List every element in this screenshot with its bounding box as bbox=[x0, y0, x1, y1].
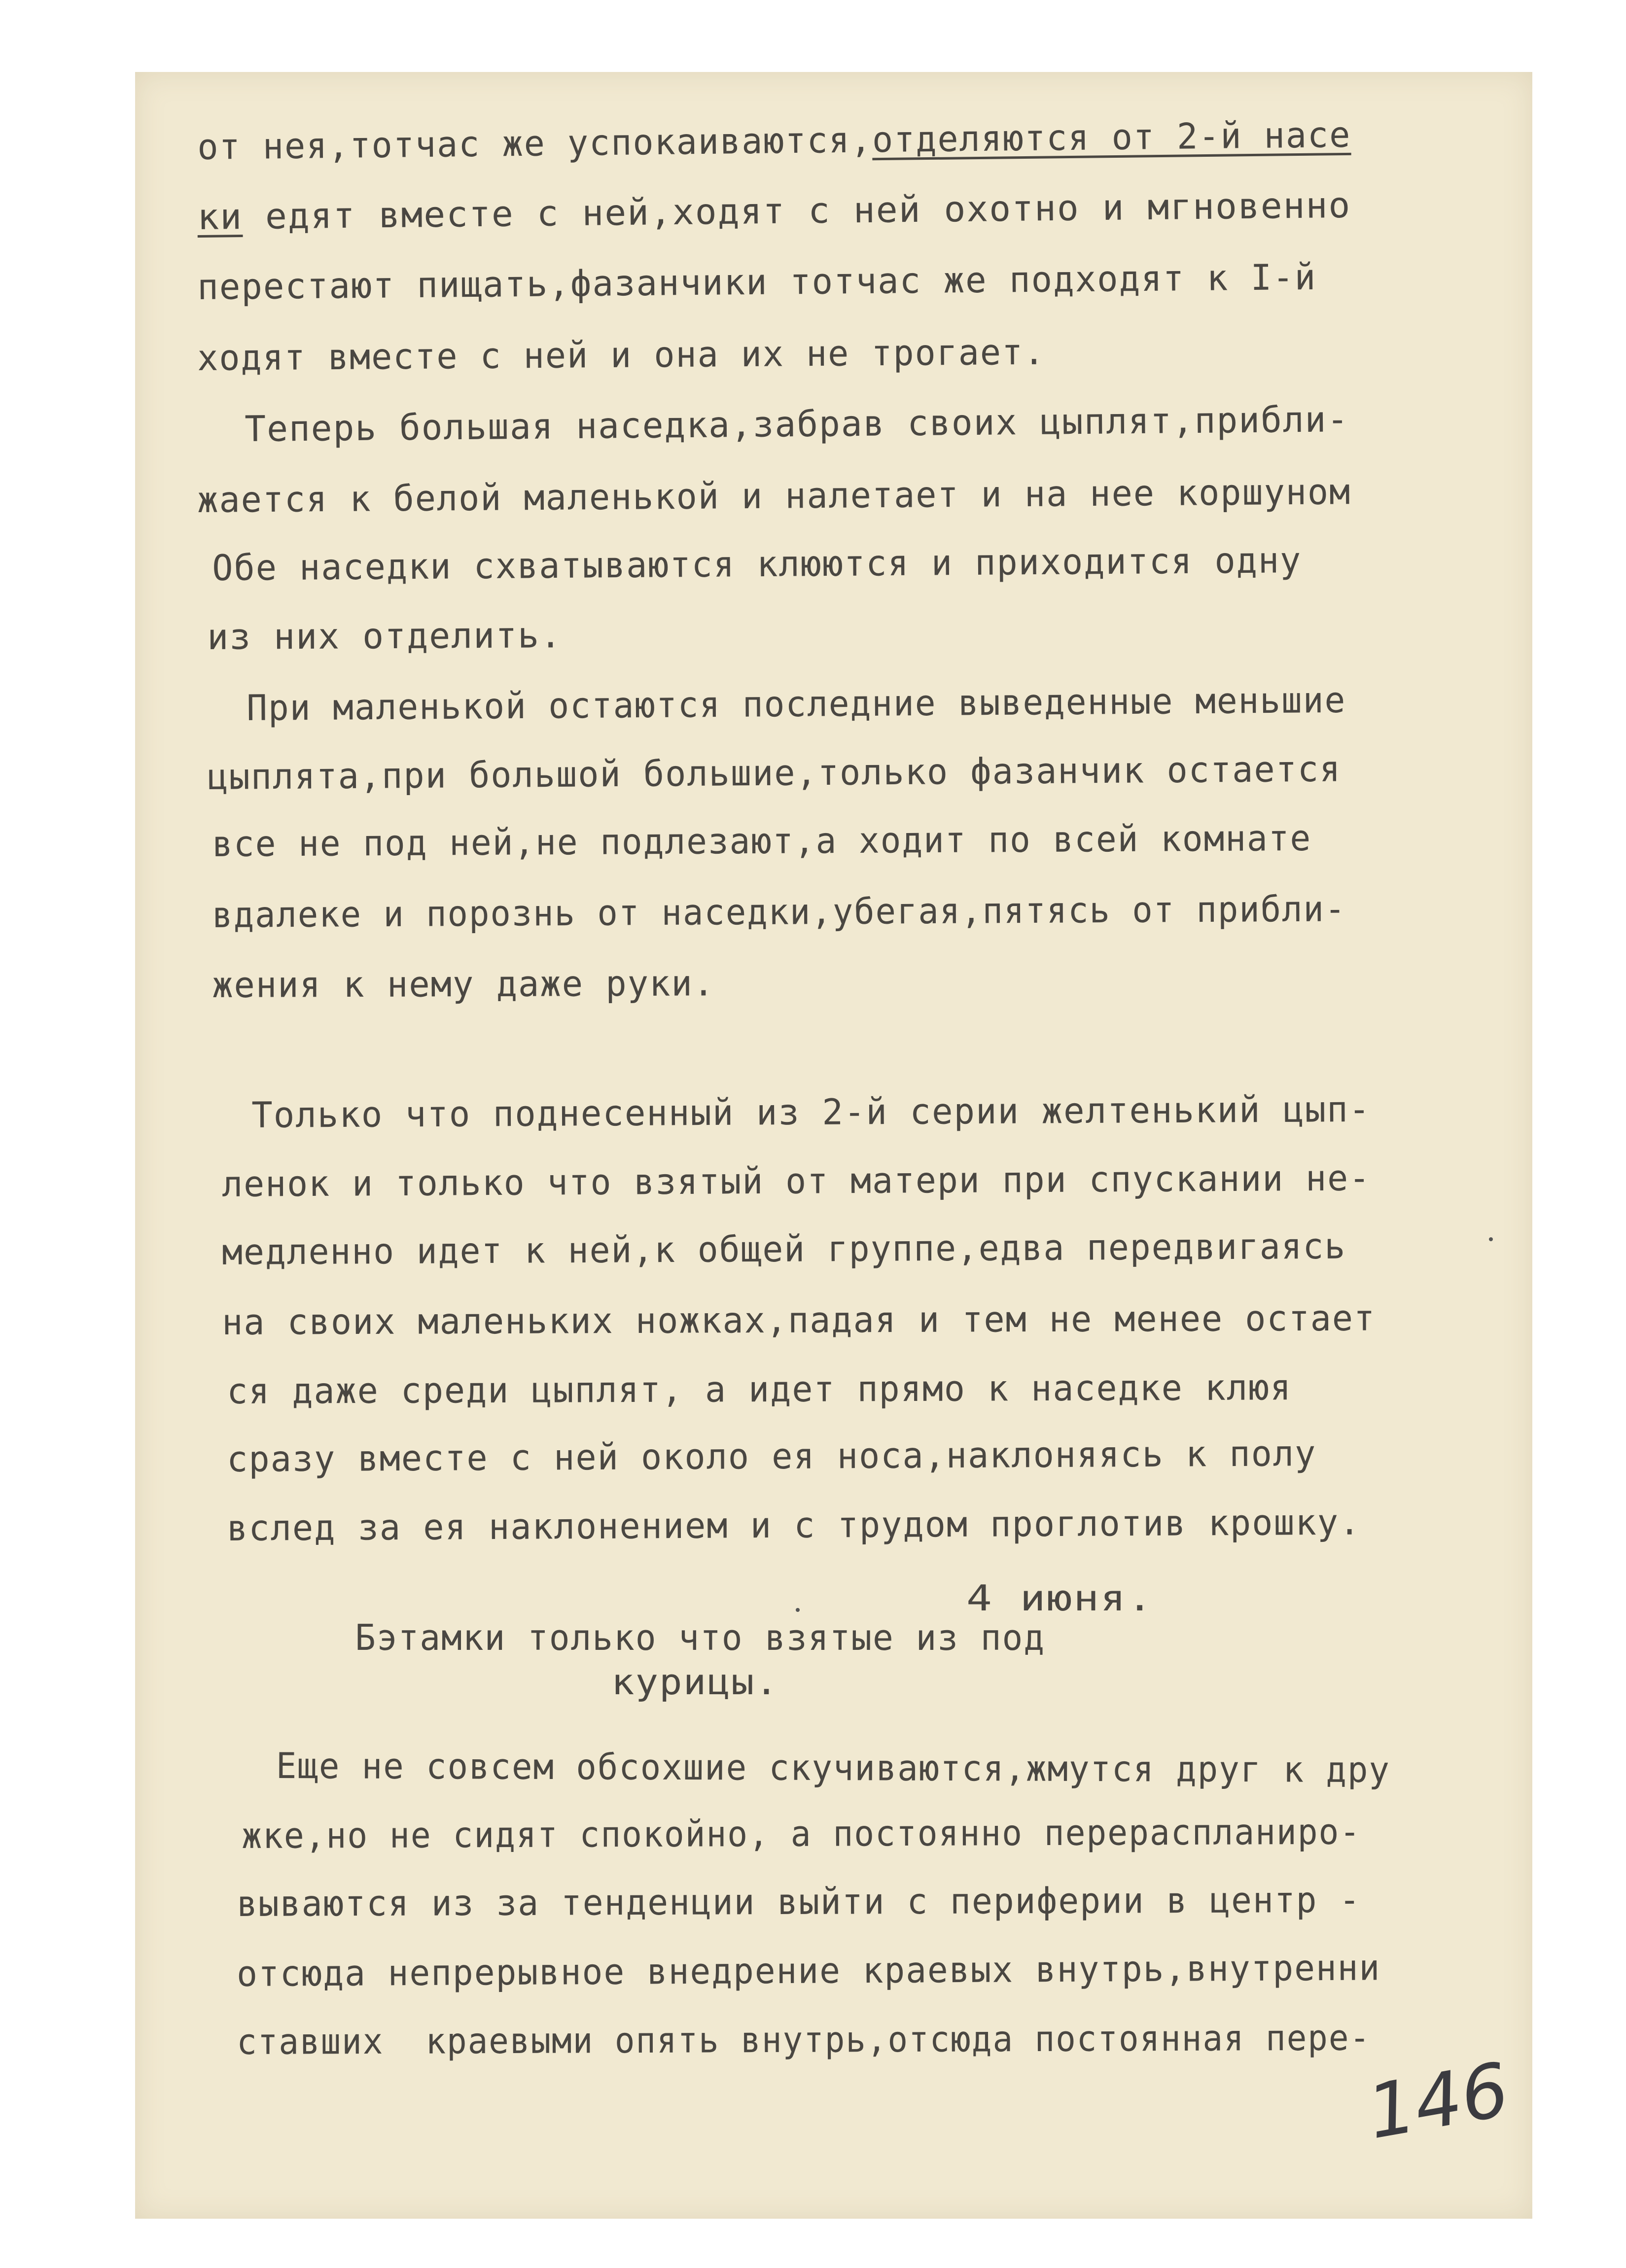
line-text: жения к нему даже руки. bbox=[212, 962, 715, 1006]
line-text: сразу вместе с ней около ея носа,наклоняясь к полу bbox=[226, 1432, 1317, 1480]
line-text: жается к белой маленькой и налетает и на нее коршуном bbox=[197, 471, 1351, 521]
line-text: Бэтамки только что взятые из под bbox=[355, 1617, 1046, 1658]
text-line bbox=[197, 184, 1351, 238]
text-line bbox=[221, 1225, 1346, 1273]
text-line bbox=[212, 962, 715, 1006]
text-line bbox=[236, 2017, 1371, 2062]
text-line bbox=[197, 331, 1046, 379]
text-line bbox=[212, 817, 1312, 865]
text-line bbox=[226, 1432, 1317, 1480]
text-line bbox=[246, 679, 1346, 729]
line-text: цыплята,при большой большие,только фазанчик остается bbox=[207, 748, 1342, 798]
line-text: перестают пищать,фазанчики тотчас же подходят к I-й bbox=[197, 256, 1317, 308]
text-line bbox=[236, 1879, 1361, 1924]
paper-sheet bbox=[135, 72, 1532, 2219]
line-text: медленно идет к ней,к общей группе,едва передвигаясь bbox=[221, 1225, 1346, 1273]
text-line bbox=[966, 1577, 1154, 1619]
line-text: ставших краевыми опять внутрь,отсюда постоянная пере- bbox=[236, 2017, 1371, 2062]
underlined-text: ки bbox=[197, 196, 243, 238]
underlined-text: отделяются от 2-й насе bbox=[872, 113, 1351, 161]
text-line bbox=[244, 398, 1349, 450]
text-line bbox=[276, 1745, 1390, 1791]
text-line bbox=[241, 1811, 1361, 1856]
text-line bbox=[207, 748, 1342, 798]
text-line bbox=[355, 1617, 1046, 1658]
text-line bbox=[221, 1297, 1376, 1343]
text-line bbox=[197, 256, 1317, 308]
text-line bbox=[226, 1366, 1292, 1412]
text-line bbox=[226, 1501, 1361, 1549]
line-text: При маленькой остаются последние выведенные меньшие bbox=[246, 679, 1346, 729]
line-text: отсюда непрерывное внедрение краевых внутрь,внутренни bbox=[236, 1947, 1381, 1994]
line-text: курицы. bbox=[611, 1661, 779, 1703]
text-line bbox=[236, 1947, 1381, 1994]
text-line bbox=[221, 1157, 1371, 1205]
text-line bbox=[207, 614, 563, 658]
handwritten-page-number: 146 bbox=[1361, 2047, 1516, 2156]
line-text: ся даже среди цыплят, а идет прямо к наседке клюя bbox=[226, 1366, 1292, 1412]
line-text: из них отделить. bbox=[207, 614, 563, 658]
line-text: Только что поднесенный из 2-й серии желтенький цып- bbox=[251, 1088, 1371, 1136]
text-line bbox=[197, 113, 1351, 168]
ink-speck bbox=[796, 1608, 800, 1612]
text-line bbox=[611, 1661, 779, 1703]
line-text: едят вместе с ней,ходят с ней охотно и мгновенно bbox=[242, 184, 1351, 238]
line-text: жке,но не сидят спокойно, а постоянно перераспланиро- bbox=[241, 1811, 1361, 1856]
line-text: 4 июня. bbox=[966, 1577, 1154, 1619]
line-text: Теперь большая наседка,забрав своих цыплят,прибли- bbox=[244, 398, 1349, 450]
line-text: все не под ней,не подлезают,а ходит по всей комнате bbox=[212, 817, 1312, 865]
line-text: Обе наседки схватываются клюются и приходится одну bbox=[212, 539, 1302, 589]
line-text: от нея,тотчас же успокаиваются, bbox=[197, 119, 873, 168]
line-text: вываются из за тенденции выйти с периферии в центр - bbox=[236, 1879, 1361, 1924]
line-text: ходят вместе с ней и она их не трогает. bbox=[197, 331, 1046, 379]
ink-speck bbox=[1489, 1237, 1493, 1241]
line-text: ленок и только что взятый от матери при спускании не- bbox=[221, 1157, 1371, 1205]
line-text: вслед за ея наклонением и с трудом проглотив крошку. bbox=[226, 1501, 1361, 1549]
text-line bbox=[251, 1088, 1371, 1136]
text-line bbox=[197, 471, 1351, 521]
text-line bbox=[212, 888, 1346, 936]
text-line bbox=[212, 539, 1302, 589]
line-text: на своих маленьких ножках,падая и тем не менее остает bbox=[221, 1297, 1376, 1343]
line-text: Еще не совсем обсохшие скучиваются,жмутся друг к дру bbox=[276, 1745, 1390, 1791]
line-text: вдалеке и порознь от наседки,убегая,пятясь от прибли- bbox=[212, 888, 1346, 936]
